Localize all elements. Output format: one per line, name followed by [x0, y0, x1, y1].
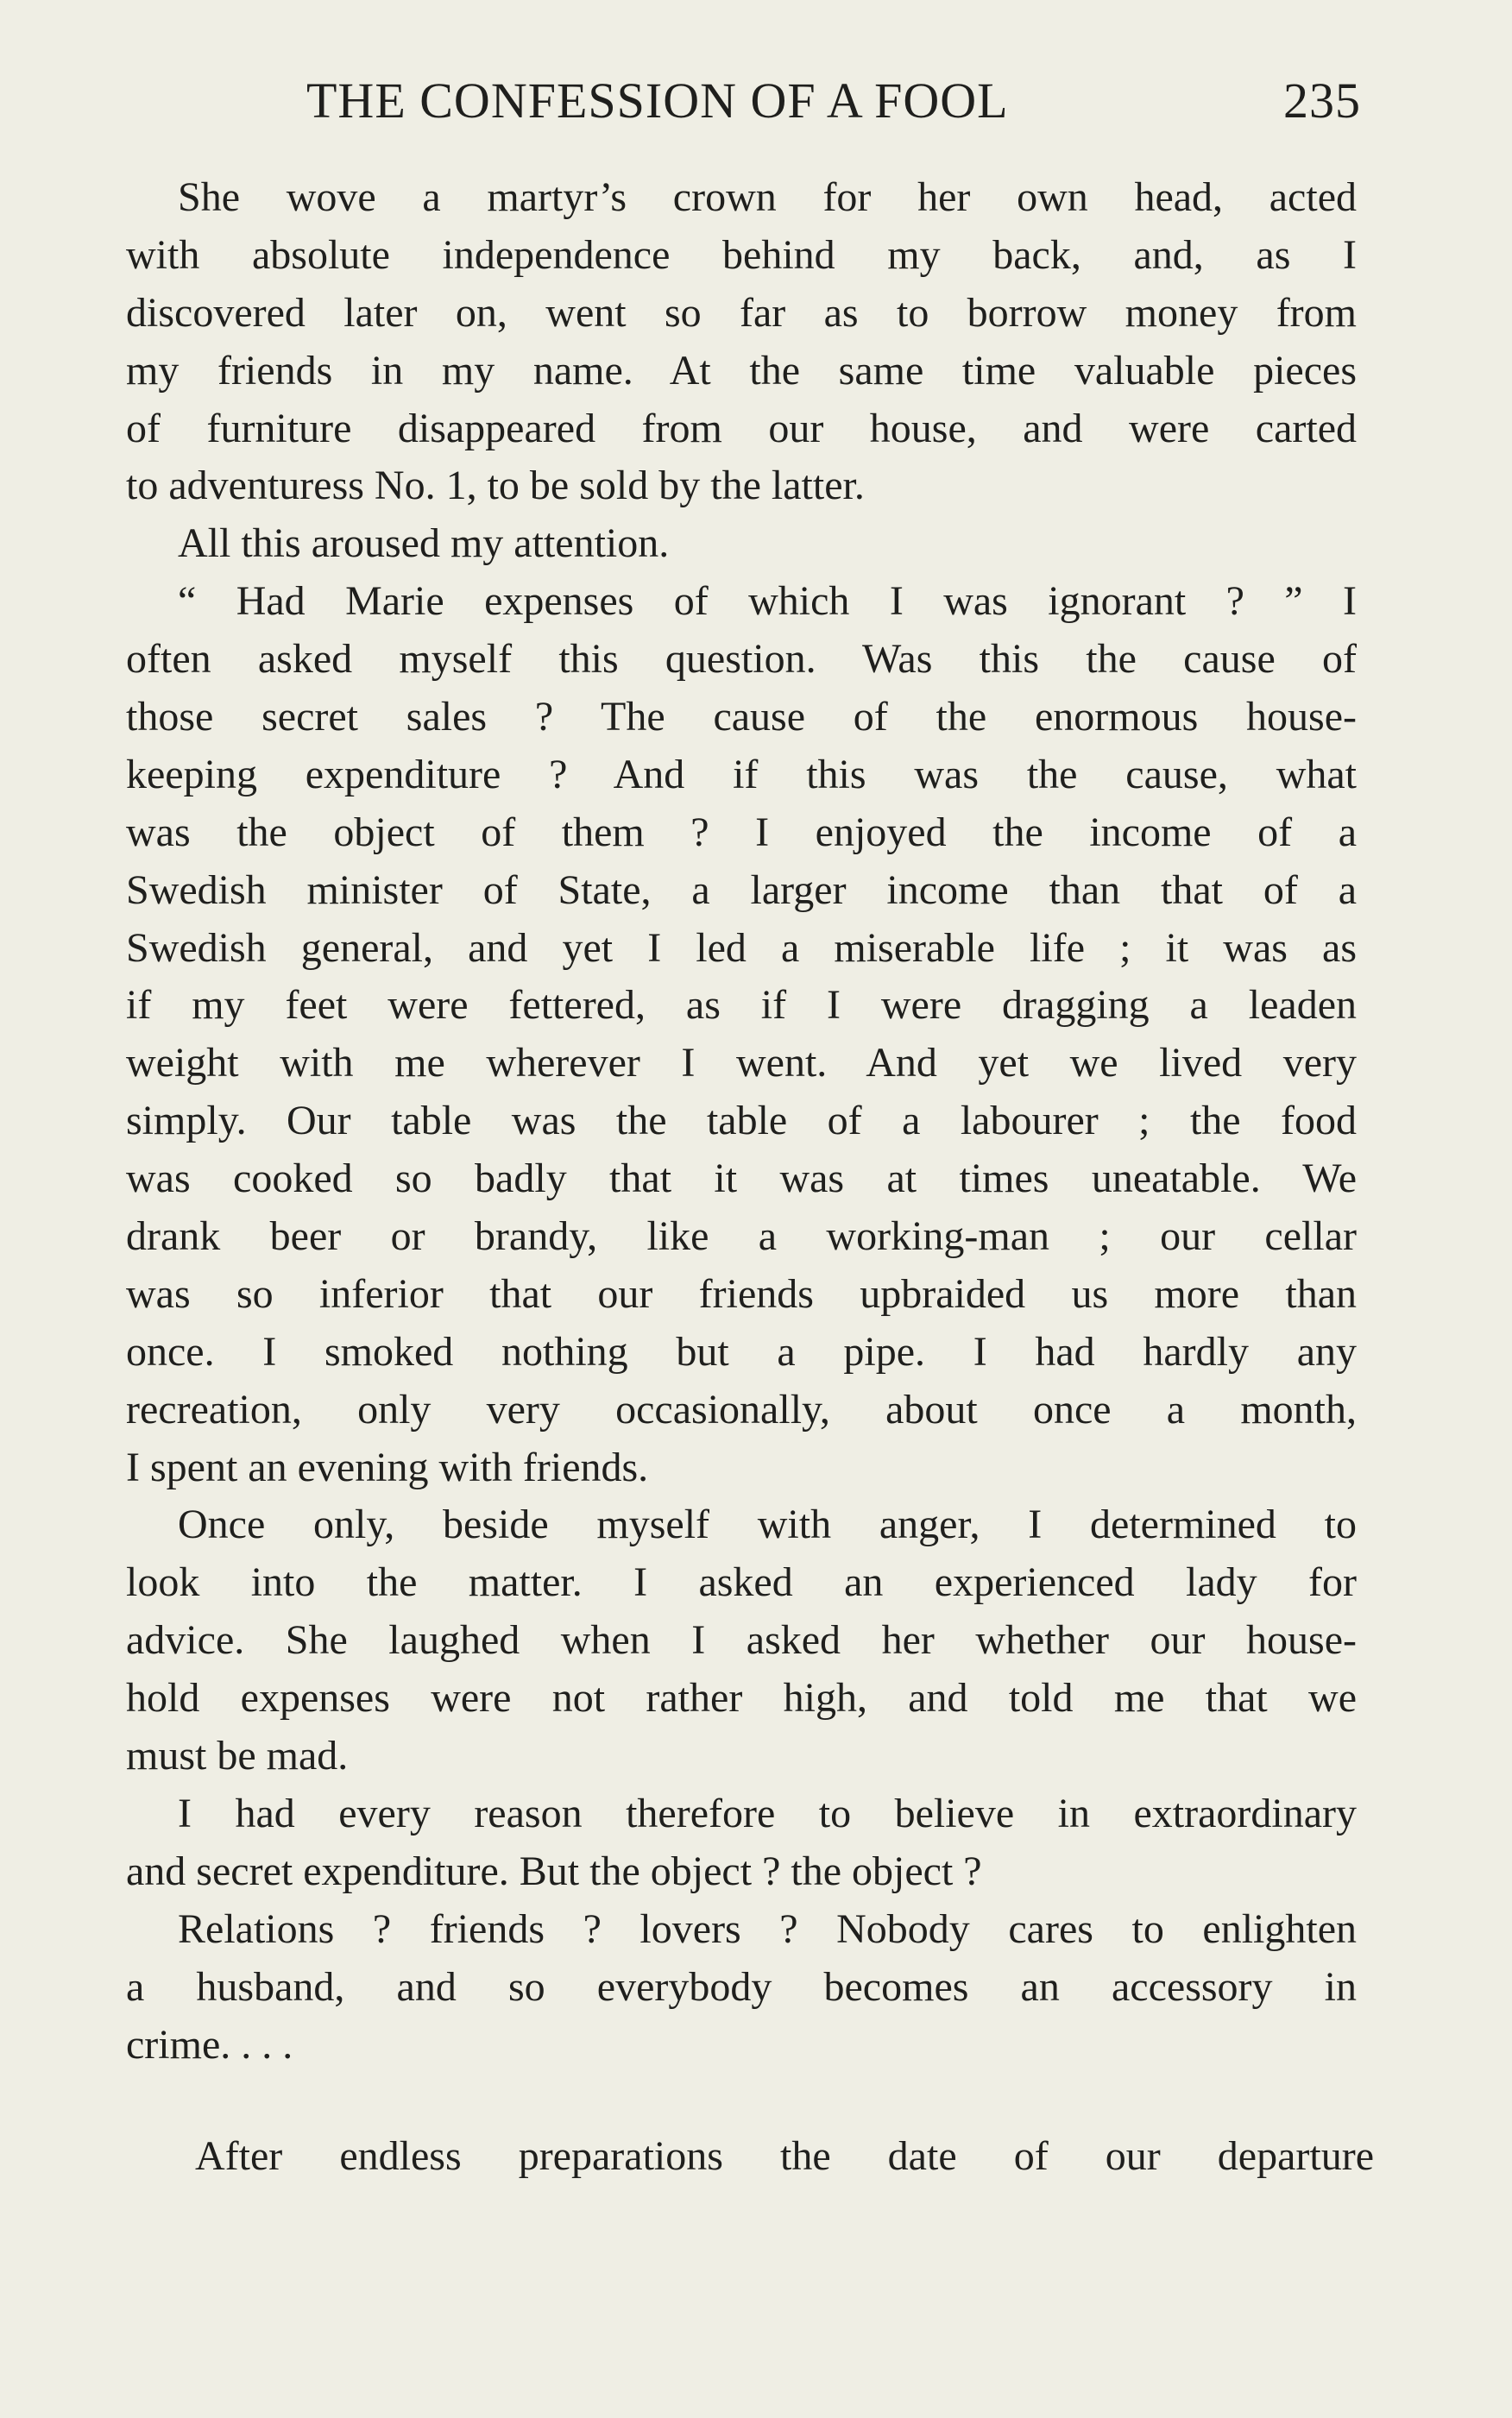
text-line: once. I smoked nothing but a pipe. I had hardly any: [126, 1328, 1357, 1375]
text-line: “ Had Marie expenses of which I was ignorant ? ” I: [178, 578, 1357, 625]
text-line: if my feet were fettered, as if I were dragging a leaden: [126, 982, 1357, 1029]
text-line: and secret expenditure. But the object ? the object ?: [126, 1848, 982, 1894]
text-line: look into the matter. I asked an experienced lady for: [126, 1559, 1357, 1606]
text-line: I had every reason therefore to believe in extraordinary: [178, 1790, 1357, 1836]
text-line: She wove a martyr’s crown for her own head, acted: [178, 174, 1357, 220]
body-text: [126, 169, 1357, 2074]
text-line: discovered later on, went so far as to borrow money from: [126, 289, 1357, 336]
text-line: hold expenses were not rather high, and told me that we: [126, 1675, 1357, 1722]
text-line: to adventuress No. 1, to be sold by the latter.: [126, 463, 865, 509]
text-line: advice. She laughed when I asked her whether our house-: [126, 1617, 1357, 1664]
running-head: [306, 71, 1361, 131]
running-head-title: THE CONFESSION OF A FOOL: [306, 72, 1009, 129]
text-line: of furniture disappeared from our house, and were carted: [126, 405, 1357, 451]
text-line: must be mad.: [126, 1733, 349, 1779]
text-line: Swedish general, and yet I led a miserable life ; it was as: [126, 924, 1357, 971]
text-line: simply. Our table was the table of a labourer ; the food: [126, 1098, 1357, 1144]
text-line: with absolute independence behind my back, and, as I: [126, 231, 1357, 278]
text-line: was so inferior that our friends upbraided us more than: [126, 1270, 1357, 1317]
text-line: crime. . . .: [126, 2021, 293, 2068]
page-number: 235: [1283, 72, 1361, 129]
text-line: was the object of them ? I enjoyed the income of a: [126, 809, 1357, 855]
text-line: my friends in my name. At the same time valuable pieces: [126, 347, 1357, 394]
text-line: often asked myself this question. Was this the cause of: [126, 636, 1357, 683]
final-line: After endless preparations the date of our departure: [195, 2133, 1374, 2179]
text-line: recreation, only very occasionally, about once a month,: [126, 1386, 1357, 1433]
text-line: keeping expenditure ? And if this was the cause, what: [126, 751, 1357, 797]
text-line: Swedish minister of State, a larger income than that of a: [126, 866, 1357, 913]
text-line: a husband, and so everybody becomes an accessory in: [126, 1963, 1357, 2010]
text-line: All this aroused my attention.: [178, 520, 670, 567]
text-line: Once only, beside myself with anger, I determined to: [178, 1502, 1357, 1548]
text-line: those secret sales ? The cause of the enormous house-: [126, 694, 1357, 740]
text-line: weight with me wherever I went. And yet we lived very: [126, 1040, 1357, 1086]
text-line: drank beer or brandy, like a working-man ; our cellar: [126, 1213, 1357, 1260]
text-line: was cooked so badly that it was at times uneatable. We: [126, 1155, 1357, 1202]
text-line: Relations ? friends ? lovers ? Nobody cares to enlighten: [178, 1905, 1357, 1952]
text-line: I spent an evening with friends.: [126, 1444, 649, 1490]
